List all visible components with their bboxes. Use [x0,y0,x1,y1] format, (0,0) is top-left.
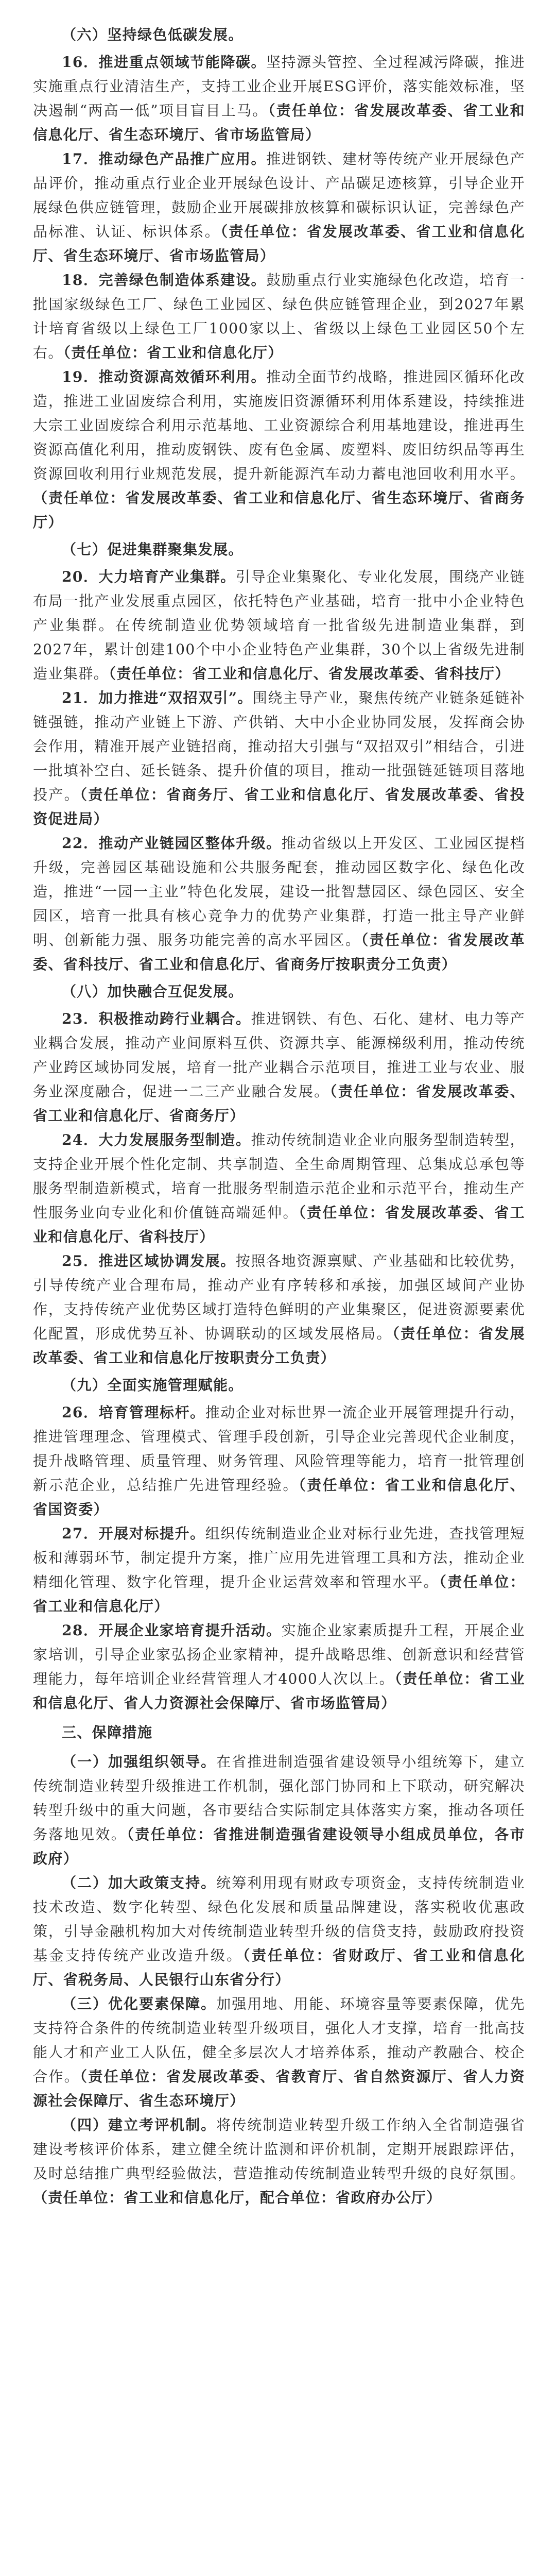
item-20-body: 引导企业集聚化、专业化发展，围绕产业链布局一批产业发展重点园区，依托特色产业基础，培育一批中小企业特色产业集群。在传统制造业优势领域培育一批省级先进制造业集群，到2027年，累计创建100个中小企业特色产业集群，30个以上省级先进制造业集群。 [33,568,525,682]
item-21-lead: 21．加力推进“双招双引”。 [62,689,253,706]
item-28-body: 实施企业家素质提升工程，开展企业家培训，引导企业家弘扬企业家精神，提升战略思维、创新意识和经营管理能力，每年培训企业经营管理人才4000人次以上。 [33,1622,525,1687]
item-26-lead: 26．培育管理标杆。 [62,1404,205,1421]
measure-4-body: 将传统制造业转型升级工作纳入全省制造强省建设考核评价体系，建立健全统计监测和评价机制，定期开展跟踪评估，及时总结推广典型经验做法，营造推动传统制造业转型升级的良好氛围。 [33,2116,525,2182]
item-25-responsible: （责任单位：省发展改革委、省工业和信息化厅按职责分工负责） [33,1325,525,1366]
item-24-body: 推动传统制造业企业向服务型制造转型，支持企业开展个性化定制、共享制造、全生命周期管理、总集成总承包等服务型制造新模式，培育一批服务型制造示范企业和示范平台，推动生产性服务业向专业化和价值链高端延伸。 [33,1131,525,1221]
measure-3 [33,1992,525,2113]
item-23-responsible: （责任单位：省发展改革委、省工业和信息化厅、省商务厅） [33,1083,525,1124]
item-25-body: 按照各地资源禀赋、产业基础和比较优势，引导传统产业合理布局，推动产业有序转移和承接，加强区域间产业协作，支持传统产业优势区域打造特色鲜明的产业集聚区，促进资源要素优化配置，形成优势互补、协调联动的区域发展格局。 [33,1252,525,1342]
item-26-responsible: （责任单位：省工业和信息化厅、省国资委） [33,1477,525,1518]
item-16-responsible: （责任单位：省发展改革委、省工业和信息化厅、省生态环境厅、省市场监管局） [33,102,525,143]
measure-4 [33,2113,525,2210]
item-20-responsible: （责任单位：省工业和信息化厅、省发展改革委、省科技厅） [109,665,510,682]
item-23 [33,1007,525,1128]
item-18-lead: 18．完善绿色制造体系建设。 [62,272,267,289]
measure-4-lead: （四）建立考评机制。 [62,2116,217,2133]
measure-1 [33,1750,525,1871]
item-25-lead: 25．推进区域协调发展。 [62,1252,236,1269]
item-28-responsible: （责任单位：省工业和信息化厅、省人力资源社会保障厅、省市场监管局） [33,1670,525,1711]
item-23-lead: 23．积极推动跨行业耦合。 [62,1010,251,1027]
measure-2-responsible: （责任单位：省财政厅、省工业和信息化厅、省税务局、人民银行山东省分行） [33,1947,525,1988]
section-heading-9: （九）全面实施管理赋能。 [62,1377,244,1394]
item-24-responsible: （责任单位：省发展改革委、省工业和信息化厅、省科技厅） [33,1204,525,1245]
item-27-responsible: （责任单位：省工业和信息化厅） [33,1573,525,1615]
measure-1-responsible: （责任单位：省推进制造强省建设领导小组成员单位，各市政府） [33,1826,526,1867]
chapter-heading-safeguards: 三、保障措施 [62,1724,153,1741]
item-23-body: 推进钢铁、有色、石化、建材、电力等产业耦合发展，推动产业间原料互供、资源共享、能源梯级利用，推动传统产业跨区域协同发展，培育一批产业耦合示范项目，推进工业与农业、服务业深度融合，促进一二三产业融合发展。 [33,1010,525,1100]
item-19-body: 推动全面节约战略，推进园区循环化改造，推进工业固废综合利用，实施废旧资源循环利用体系建设，持续推进大宗工业固废综合利用示范基地、工业资源综合利用基地建设，推进再生资源高值化利用，推动废钢铁、废有色金属、废塑料、废旧纺织品等再生资源回收利用行业规范发展，提升新能源汽车动力蓄电池回收利用水平。 [33,368,525,482]
item-24 [33,1128,525,1249]
section-heading-7: （七）促进集群聚集发展。 [62,541,244,558]
item-27-lead: 27．开展对标提升。 [62,1525,205,1542]
item-22-responsible: （责任单位：省发展改革委、省科技厅、省工业和信息化厅、省商务厅按职责分工负责） [33,931,526,973]
item-17-body: 推进钢铁、建材等传统产业开展绿色产品评价，推动重点行业企业开展绿色设计、产品碳足迹核算，引导企业开展绿色供应链管理，鼓励企业开展碳排放核算和碳标识认证，完善绿色产品标准、认证、标识体系。 [33,150,525,240]
item-18-responsible: （责任单位：省工业和信息化厅） [63,344,283,361]
item-20-lead: 20．大力培育产业集群。 [62,568,236,585]
section-heading-8: （八）加快融合互促发展。 [62,983,244,1000]
item-26-body: 推动企业对标世界一流企业开展管理提升行动，推进管理理念、管理模式、管理手段创新，引导企业完善现代企业制度，提升战略管理、质量管理、财务管理、风险管理等能力，培育一批管理创新示范企业，总结推广先进管理经验。 [33,1404,526,1494]
item-21-body: 围绕主导产业，聚焦传统产业链条延链补链强链，推动产业链上下游、产供销、大中小企业协同发展，发挥商会协会作用，精准开展产业链招商，推动招大引强与“双招双引”相结合，引进一批填补空白、延长链条、提升价值的项目，推动一批强链延链项目落地投产。 [33,689,526,803]
item-18-body: 鼓励重点行业实施绿色化改造，培育一批国家级绿色工厂、绿色工业园区、绿色供应链管理企业，到2027年累计培育省级以上绿色工厂1000家以上、省级以上绿色工业园区50个左右。 [33,272,525,361]
measure-1-lead: （一）加强组织领导。 [62,1753,217,1770]
item-19-responsible: （责任单位：省发展改革委、省工业和信息化厅、省生态环境厅、省商务厅） [33,489,525,531]
measure-4-responsible: （责任单位：省工业和信息化厅，配合单位：省政府办公厅） [33,2189,442,2206]
item-28 [33,1618,525,1715]
item-16 [33,50,525,147]
item-17 [33,147,525,268]
item-16-body: 坚持源头管控、全过程减污降碳，推进实施重点行业清洁生产，支持工业企业开展ESG评价，落实能效标准，坚决遏制“两高一低”项目盲目上马。 [33,54,525,119]
measure-3-responsible: （责任单位：省发展改革委、省教育厅、省自然资源厅、省人力资源社会保障厅、省生态环境厅） [33,2068,525,2109]
item-27-body: 组织传统制造业企业对标行业先进，查找管理短板和薄弱环节，制定提升方案，推广应用先进管理工具和方法，推动企业精细化管理、数字化管理，提升企业运营效率和管理水平。 [33,1525,526,1590]
item-24-lead: 24．大力发展服务型制造。 [62,1131,251,1148]
item-18 [33,268,525,365]
item-19 [33,365,525,534]
item-22 [33,831,525,976]
item-19-lead: 19．推动资源高效循环利用。 [62,368,267,385]
item-25 [33,1249,525,1370]
item-22-body: 推动省级以上开发区、工业园区提档升级，完善园区基础设施和公共服务配套，推动园区数字化、绿色化改造，推进“一园一主业”特色化发展，建设一批智慧园区、绿色园区、安全园区，培育一批具有核心竞争力的优势产业集群，打造一批主导产业鲜明、创新能力强、服务功能完善的高水平园区。 [33,835,525,948]
item-22-lead: 22．推动产业链园区整体升级。 [62,835,282,852]
section-heading-6: （六）坚持绿色低碳发展。 [62,26,244,43]
item-26 [33,1400,525,1521]
measure-3-lead: （三）优化要素保障。 [62,1995,217,2012]
item-27 [33,1521,525,1618]
measure-2 [33,1871,525,1992]
measure-2-lead: （二）加大政策支持。 [62,1874,217,1891]
measure-1-body: 在省推进制造强省建设领导小组统筹下，建立传统制造业转型升级推进工作机制，强化部门协同和上下联动，研究解决转型升级中的重大问题，各市要结合实际制定具体落实方案，推动各项任务落地见效。 [33,1753,525,1843]
measure-2-body: 统筹利用现有财政专项资金，支持传统制造业技术改造、数字化转型、绿色化发展和质量品牌建设，落实税收优惠政策，引导金融机构加大对传统制造业转型升级的信贷支持，鼓励政府投资基金支持传统产业改造升级。 [33,1874,525,1964]
item-21-responsible: （责任单位：省商务厅、省工业和信息化厅、省发展改革委、省投资促进局） [33,786,525,827]
measure-3-body: 加强用地、用能、环境容量等要素保障，优先支持符合条件的传统制造业转型升级项目，强化人才支撑，培育一批高技能人才和产业工人队伍，健全多层次人才培养体系，推动产教融合、校企合作。 [33,1995,525,2085]
item-16-lead: 16．推进重点领域节能降碳。 [62,54,267,71]
item-28-lead: 28．开展企业家培育提升活动。 [62,1622,282,1639]
item-17-lead: 17．推动绿色产品推广应用。 [62,150,267,167]
item-17-responsible: （责任单位：省发展改革委、省工业和信息化厅、省生态环境厅、省市场监管局） [33,223,525,264]
item-20 [33,565,525,686]
item-21 [33,686,525,831]
